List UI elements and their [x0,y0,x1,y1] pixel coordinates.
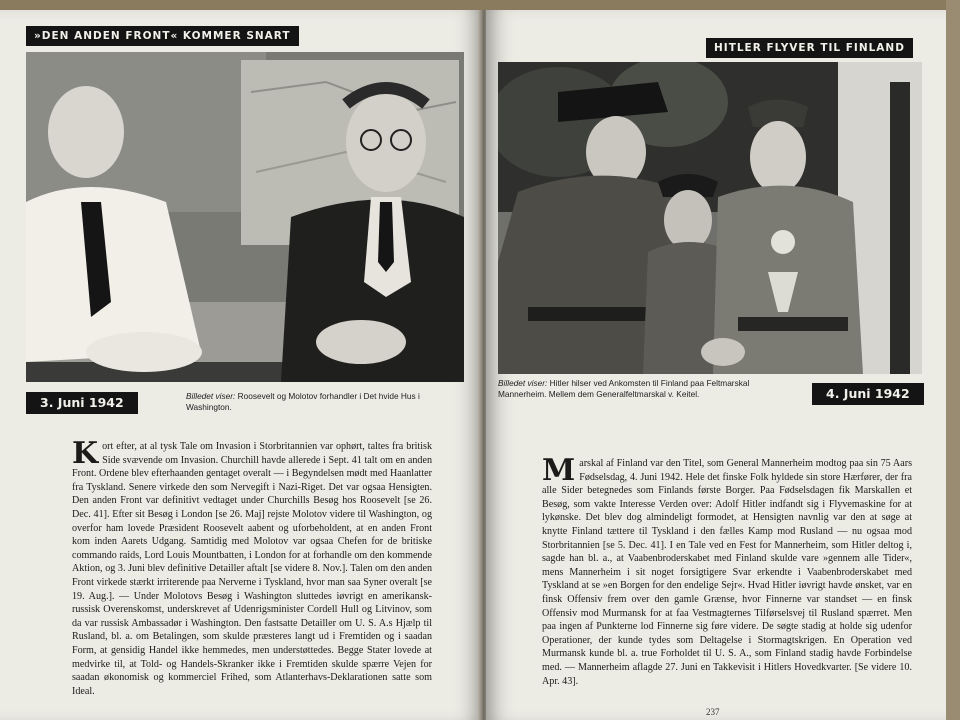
photo-hitler-mannerheim-image [498,62,922,374]
left-body-text: ort efter, at al tysk Tale om Invasion i Storbritannien var ophørt, taltes fra britisk Side svævende om Invasion. Churchill havde allerede i Sept. 41 talt om en anden Front. Ordene blev efterhaanden gentaget overalt — i Begyndelsen mødt med Haanlatter fra Tyskland. Senere virkede den som Nervegift i Nazi-Riget. Det var ogsaa Hensigten. Den anden Front var definitivt vedtaget under Churchills Besøg hos Roosevelt [se 26. Dec. 41]. Efter sit Besøg i London [se 26. Maj] rejste Molotov videre til Washington, og overfor ham lovede Præsident Roosevelt aabent og uforbeholdent, at en anden Front kom inden Aarets Udgang. Samtidig med Molotov var ogsaa Chefen for de britiske commando raids, Lord Louis Mountbatten, i London for at forhandle om den kommende Aktion, og 3. Juni blev definitive Detailler aftalt [se videre 8. Nov.]. Talen om den anden Front virkede stærkt irriterende paa Nerverne i Tyskland, hvor man saa Syner overalt [se 19. Aug.]. — Under Molotovs Besøg i Washington sluttedes iøvrigt en amerikansk-russisk Overenskomst, underskrevet af Udenrigsminister Cordell Hull og Litvinov, som da var russisk Ambassadør i Washington. Den fastsatte Detailler om U. S. A.s Hjælp til Rusland, bl. a. om Betalingen, som skulde præsteres langt ud i Fremtiden og i saadan Form, at gensidig Handel ikke hemmedes, men understøttedes. Begge Stater lovede at medvirke til, at Told- og Handels-Skranker ikke i Fremtiden skulde spærre Vejen for saadan økonomisk og kommerciel Frihed, som Atlanterhavs-Deklarationen satte som Ideal. [72,441,432,697]
left-caption-lead: Billedet viser: [186,391,236,401]
left-caption [186,391,466,413]
left-date: 3. Juni 1942 [26,392,138,414]
left-caption-text: Roosevelt og Molotov forhandler i Det hvide Hus i Washington. [186,391,420,412]
left-dropcap: K [72,436,99,471]
left-banner: »DEN ANDEN FRONT« KOMMER SNART [26,26,299,46]
right-caption [498,378,788,400]
right-caption-text: Hitler hilser ved Ankomsten til Finland paa Feltmarskal Mannerheim. Mellem dem Generalfeltmarskal v. Keitel. [498,378,750,399]
left-body [72,436,432,698]
photo-hitler-mannerheim [498,62,922,374]
right-dropcap: M [542,453,576,488]
right-body-text: arskal af Finland var den Titel, som General Mannerheim modtog paa sin 75 Aars Fødselsdag, 4. Juni 1942. Hele det finske Folk hyldede sin store Hærfører, der fra alle Sider betegnedes som Finlands første Borger. Paa Fødselsdagen fik Marskallen et Besøg, som vakte Interesse Verden over: Adolf Hitler indfandt sig i Flyvemaskine for at lykønske. Det blev dog almindeligt formodet, at Hensigten navnlig var den at søge at knytte Finland tættere til Tyskland i den fælles Kamp mod Rusland — nu ogsaa mod Storbritannien [se 5. Dec. 41]. I en Tale ved en Fest for Mannerheim, som Hitler deltog i, sagde han bl. a., at Vaabenbroderskabet med Finland skulde vare »gennem alle Tider«, mens Mannerheim i sit noget forsigtigere Svar erkendte i Vaabenbroderskabet med Tyskland at se »en Borgen for den endelige Sejr«. Hvad Hitler iøvrigt havde ønsket, var en finsk Offensiv frem over den gamle Grænse, hvor Finnerne var standset — en finsk Offensiv mod Murmansk for at faa Vestmagternes Tilførselsvej til Rusland spærret. Men paa ingen af Punkterne lod Finnerne sig føre videre. De søgte stadig at holde sig udenfor Operationer, der kunde tydes som Deltagelse i Stormagtskrigen. En Operation ved Murmansk kunde bl. a. true Forholdet til U. S. A., som Finland stadig havde Forbindelse med. — Mannerheim aflagde 27. Juni en Takkevisit i Hitlers Hovedkvarter. [Se videre 10. Apr. 43]. [542,458,912,687]
page-number: 237 [706,707,720,717]
right-page [486,10,946,720]
right-body [542,453,912,688]
desk-edge [946,0,960,720]
right-banner: HITLER FLYVER TIL FINLAND [706,38,913,58]
right-caption-lead: Billedet viser: [498,378,548,388]
right-date: 4. Juni 1942 [812,383,924,405]
photo-roosevelt-molotov [26,52,464,382]
photo-roosevelt-molotov-image [26,52,464,382]
left-page [0,10,482,720]
